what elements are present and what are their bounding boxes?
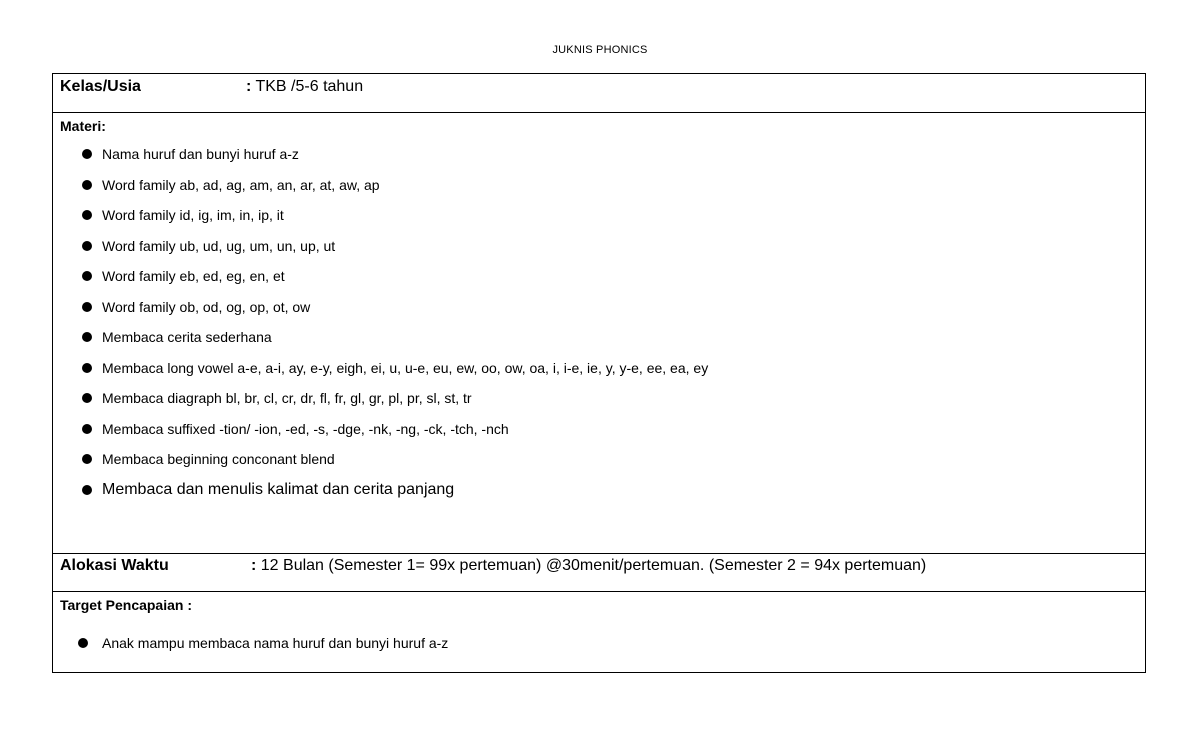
list-item-text: Nama huruf dan bunyi huruf a-z [102, 146, 299, 162]
list-item-text: Membaca suffixed -tion/ -ion, -ed, -s, -dge, -nk, -ng, -ck, -tch, -nch [102, 420, 509, 437]
kelas-label: Kelas/Usia [60, 78, 141, 95]
list-item [81, 449, 708, 480]
list-item-text: Word family id, ig, im, in, ip, it [102, 207, 284, 223]
list-item-text: Word family eb, ed, eg, en, et [102, 268, 285, 284]
bullet-icon [78, 638, 88, 648]
kelas-value-wrap [246, 78, 363, 96]
materi-title: Materi: [60, 118, 106, 134]
list-item-text: Word family ab, ad, ag, am, an, ar, at, aw, ap [102, 176, 380, 193]
info-table [52, 73, 1146, 673]
list-item-text: Membaca beginning conconant blend [102, 451, 335, 467]
alokasi-row [53, 554, 1145, 592]
list-item [81, 205, 708, 236]
bullet-icon [82, 210, 92, 220]
list-item-text: Membaca diagraph bl, br, cl, cr, dr, fl, fr, gl, gr, pl, pr, sl, st, tr [102, 390, 472, 406]
materi-list [81, 144, 708, 510]
alokasi-colon: : [251, 557, 257, 574]
materi-row [53, 113, 1145, 554]
list-item-text: Membaca long vowel a-e, a-i, ay, e-y, eigh, ei, u, u-e, eu, ew, oo, ow, oa, i, i-e, ie, y, y-e, ee, ea, ey [102, 359, 709, 376]
list-item [81, 144, 708, 175]
kelas-colon: : [246, 78, 252, 95]
list-item [81, 236, 708, 267]
list-item-text: Anak mampu membaca nama huruf dan bunyi huruf a-z [102, 635, 449, 651]
bullet-icon [82, 149, 92, 159]
target-row [53, 592, 1145, 672]
list-item [81, 358, 708, 389]
alokasi-value-wrap [251, 557, 926, 575]
bullet-icon [82, 271, 92, 281]
bullet-icon [82, 241, 92, 251]
bullet-icon [82, 180, 92, 190]
list-item [81, 419, 708, 450]
bullet-icon [82, 302, 92, 312]
bullet-icon [82, 454, 92, 464]
target-list [77, 633, 448, 664]
list-item [81, 297, 708, 328]
bullet-icon [82, 424, 92, 434]
kelas-value: TKB /5-6 tahun [251, 78, 364, 95]
kelas-row [53, 74, 1145, 113]
list-item-text: Membaca cerita sederhana [102, 329, 272, 345]
list-item-text: Word family ob, od, og, op, ot, ow [102, 298, 311, 315]
target-title: Target Pencapaian : [60, 597, 193, 613]
bullet-icon [82, 393, 92, 403]
document-header: JUKNIS PHONICS [552, 44, 648, 56]
list-item [77, 633, 448, 664]
bullet-icon [82, 332, 92, 342]
list-item [81, 266, 708, 297]
list-item [81, 480, 708, 511]
list-item [81, 327, 708, 358]
list-item-text: Membaca dan menulis kalimat dan cerita panjang [102, 480, 455, 498]
bullet-icon [82, 363, 92, 373]
bullet-icon [82, 485, 92, 495]
alokasi-value: 12 Bulan (Semester 1= 99x pertemuan) @30menit/pertemuan. (Semester 2 = 94x pertemuan) [256, 557, 927, 574]
alokasi-label: Alokasi Waktu [60, 557, 169, 574]
list-item-text: Word family ub, ud, ug, um, un, up, ut [102, 237, 336, 254]
list-item [81, 175, 708, 206]
list-item [81, 388, 708, 419]
